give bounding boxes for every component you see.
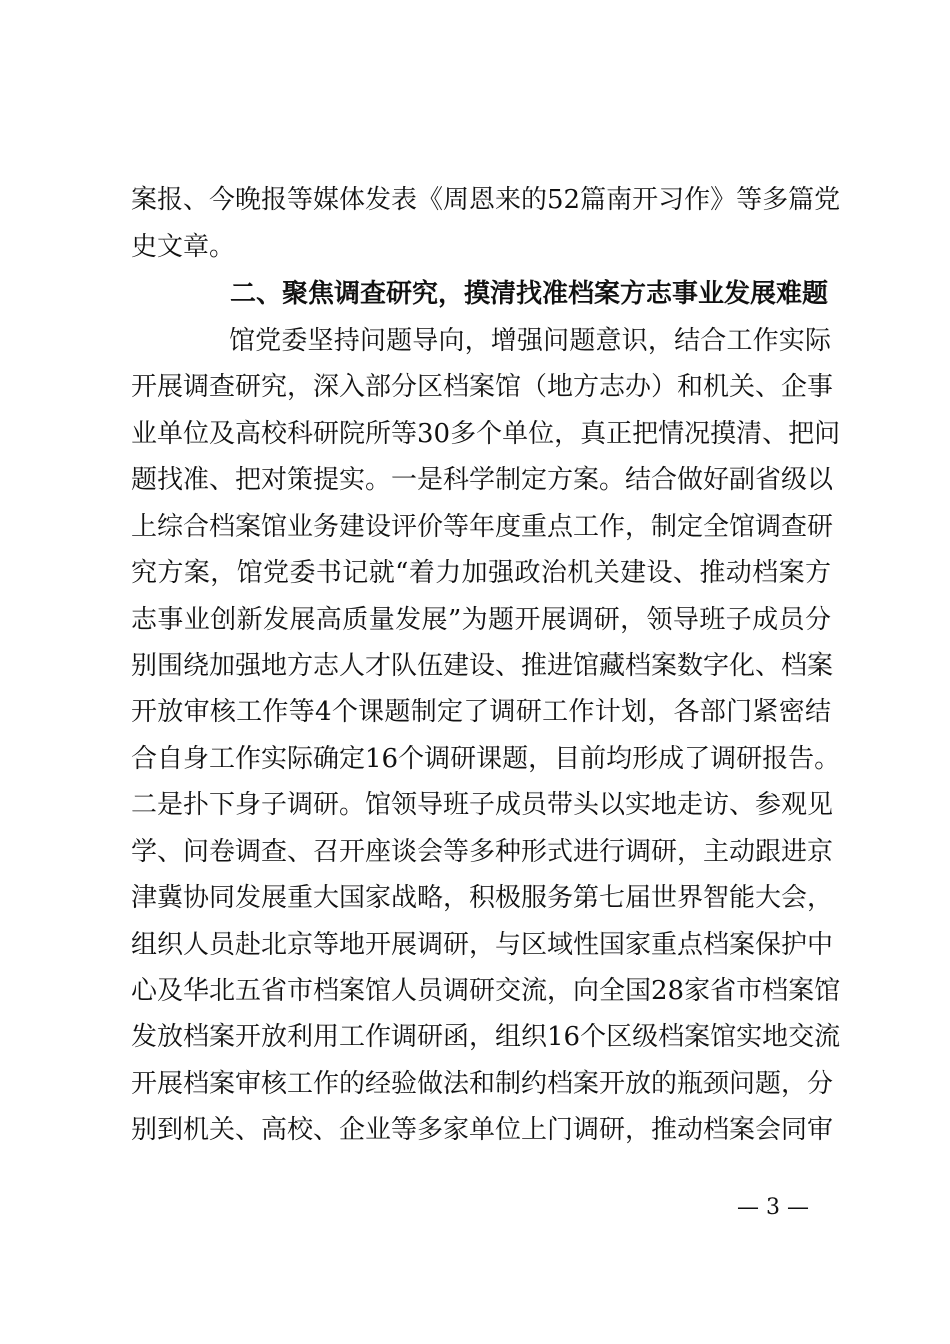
carry-line-2: 史文章。 xyxy=(131,232,236,262)
body-line: 发放档案开放利用工作调研函，组织16个区级档案馆实地交流 xyxy=(131,1022,841,1052)
body-line: 别到机关、高校、企业等多家单位上门调研，推动档案会同审 xyxy=(131,1115,834,1145)
section-heading: 二、聚焦调查研究，摸清找准档案方志事业发展难题 xyxy=(230,279,829,309)
body-line: 开展调查研究，深入部分区档案馆（地方志办）和机关、企事 xyxy=(131,372,834,402)
body-line: 学、问卷调查、召开座谈会等多种形式进行调研，主动跟进京 xyxy=(131,837,834,867)
body-line: 二是扑下身子调研。馆领导班子成员带头以实地走访、参观见 xyxy=(131,790,834,820)
body-line: 业单位及高校科研院所等30多个单位，真正把情况摸清、把问 xyxy=(131,419,841,449)
body-line: 合自身工作实际确定16个调研课题，目前均形成了调研报告。 xyxy=(131,744,841,774)
body-line: 馆党委坚持问题导向，增强问题意识，结合工作实际 xyxy=(229,326,831,356)
body-line: 津冀协同发展重大国家战略，积极服务第七届世界智能大会， xyxy=(131,883,834,913)
body-line: 究方案，馆党委书记就“着力加强政治机关建设、推动档案方 xyxy=(131,558,831,588)
body-line: 别围绕加强地方志人才队伍建设、推进馆藏档案数字化、档案 xyxy=(131,651,834,681)
body-line: 组织人员赴北京等地开展调研，与区域性国家重点档案保护中 xyxy=(131,930,834,960)
carry-line-1: 案报、今晚报等媒体发表《周恩来的52篇南开习作》等多篇党 xyxy=(131,185,841,215)
body-line: 开放审核工作等4个课题制定了调研工作计划，各部门紧密结 xyxy=(131,697,831,727)
body-line: 开展档案审核工作的经验做法和制约档案开放的瓶颈问题，分 xyxy=(131,1069,834,1099)
body-line: 志事业创新发展高质量发展”为题开展调研，领导班子成员分 xyxy=(131,605,831,635)
body-line: 上综合档案馆业务建设评价等年度重点工作，制定全馆调查研 xyxy=(131,512,834,542)
page-number: — 3 — xyxy=(737,1195,809,1220)
body-line: 题找准、把对策提实。一是科学制定方案。结合做好副省级以 xyxy=(131,465,834,495)
body-line: 心及华北五省市档案馆人员调研交流，向全国28家省市档案馆 xyxy=(131,976,841,1006)
